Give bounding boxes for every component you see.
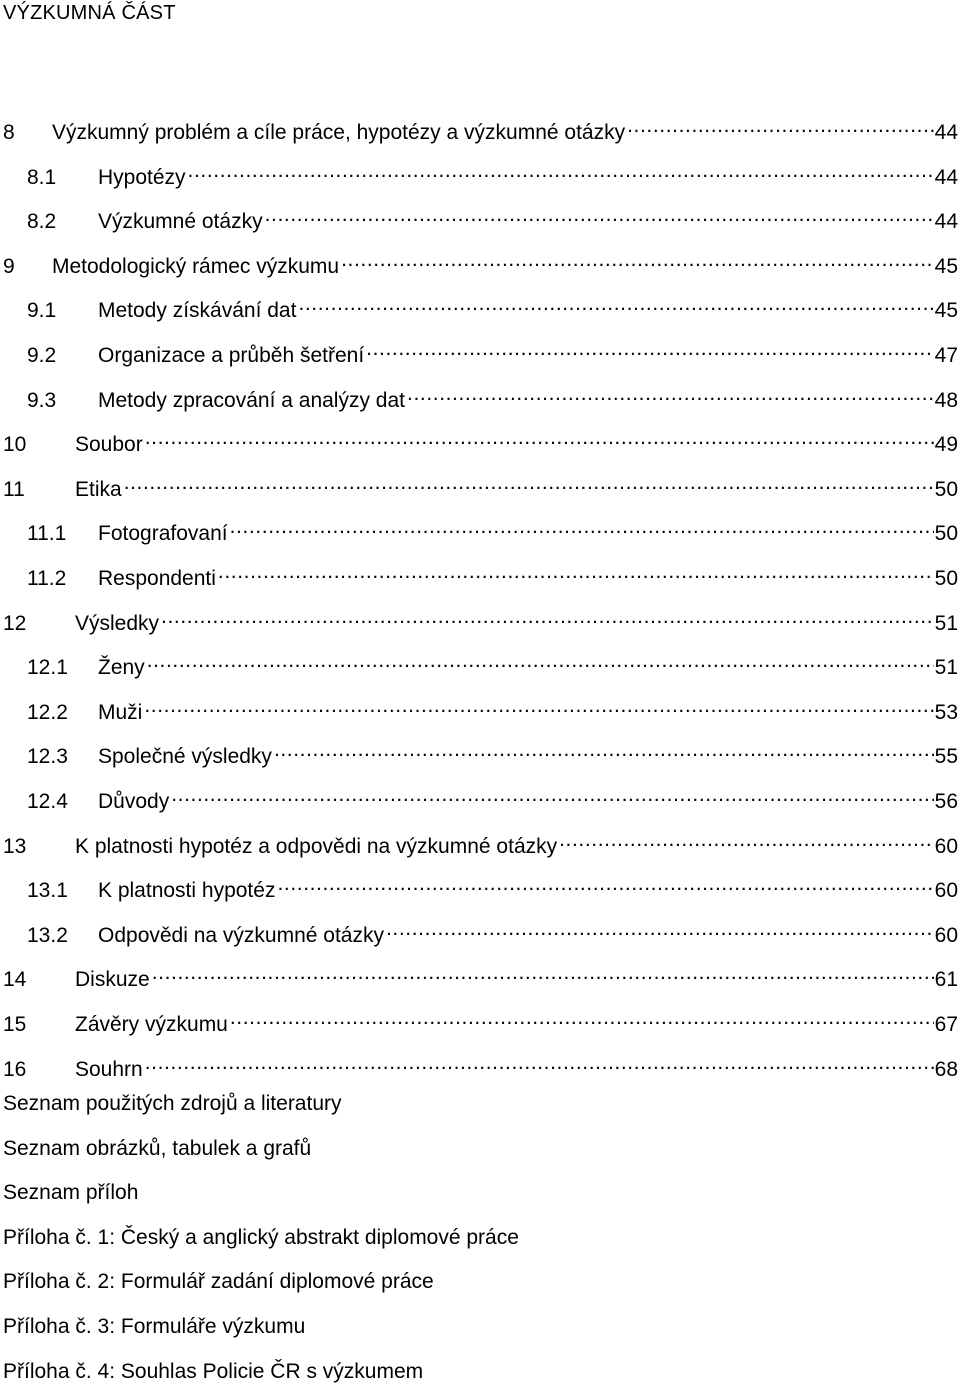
toc-entry-page: 50 <box>934 478 958 501</box>
toc-entry-title: K platnosti hypotéz <box>98 879 276 902</box>
appendix-entry[interactable]: Seznam příloh <box>3 1181 139 1204</box>
toc-entry-number: 11 <box>3 478 25 501</box>
toc-entry-page: 44 <box>934 166 958 189</box>
toc-entry-title: Hypotézy <box>98 166 186 189</box>
section-heading: VÝZKUMNÁ ČÁST <box>3 2 176 24</box>
toc-entry-page: 60 <box>934 924 958 947</box>
toc-leader-dots <box>407 381 934 407</box>
toc-entry[interactable] <box>3 827 958 858</box>
toc-entry-title: Výzkumné otázky <box>98 210 263 233</box>
toc-entry-title: Metody získávání dat <box>98 299 297 322</box>
toc-leader-dots <box>386 916 934 942</box>
toc-entry-title: Společné výsledky <box>98 745 272 768</box>
toc-entry-page: 50 <box>934 567 958 590</box>
toc-leader-dots <box>341 247 934 273</box>
toc-entry-title: Muži <box>98 701 143 724</box>
toc-leader-dots <box>145 1050 934 1076</box>
toc-entry-page: 60 <box>934 835 958 858</box>
toc-entry-title: Metody zpracování a analýzy dat <box>98 389 406 412</box>
appendix-entry[interactable]: Příloha č. 1: Český a anglický abstrakt diplomové práce <box>3 1226 519 1249</box>
toc-entry-title: Souhrn <box>75 1058 143 1081</box>
appendix-entry[interactable]: Seznam použitých zdrojů a literatury <box>3 1092 342 1115</box>
toc-entry[interactable] <box>3 916 958 947</box>
appendix-entry[interactable]: Seznam obrázků, tabulek a grafů <box>3 1137 312 1160</box>
toc-entry[interactable] <box>3 381 958 412</box>
toc-entry[interactable] <box>3 247 958 278</box>
toc-leader-dots <box>559 827 934 853</box>
toc-entry[interactable] <box>3 648 958 679</box>
toc-leader-dots <box>265 202 934 228</box>
toc-leader-dots <box>144 693 933 719</box>
toc-entry-title: Závěry výzkumu <box>75 1013 228 1036</box>
toc-entry-title: Organizace a průběh šetření <box>98 344 365 367</box>
toc-entry-page: 49 <box>934 433 958 456</box>
toc-entry-title: Výzkumný problém a cíle práce, hypotézy a výzkumné otázky <box>52 121 626 144</box>
toc-entry[interactable] <box>3 782 958 813</box>
toc-entry[interactable] <box>3 693 958 724</box>
toc-entry-page: 56 <box>934 790 958 813</box>
toc-entry-page: 44 <box>934 121 958 144</box>
toc-entry[interactable] <box>3 514 958 545</box>
toc-entry[interactable] <box>3 113 958 144</box>
toc-entry-page: 53 <box>934 701 958 724</box>
toc-entry-title: Ženy <box>98 656 145 679</box>
toc-entry-title: Důvody <box>98 790 170 813</box>
toc-entry-number: 11.2 <box>27 567 67 590</box>
toc-entry-page: 50 <box>934 522 958 545</box>
toc-leader-dots <box>277 871 933 897</box>
toc-entry[interactable] <box>3 960 958 991</box>
toc-entry-title: Diskuze <box>75 968 150 991</box>
toc-entry[interactable] <box>3 559 958 590</box>
toc-leader-dots <box>188 158 934 184</box>
toc-entry-page: 45 <box>934 255 958 278</box>
appendix-entry[interactable]: Příloha č. 4: Souhlas Policie ČR s výzkumem <box>3 1360 424 1383</box>
toc-entry[interactable] <box>3 425 958 456</box>
toc-entry[interactable] <box>3 291 958 322</box>
toc-entry-number: 8.2 <box>27 210 57 233</box>
toc-entry-page: 67 <box>934 1013 958 1036</box>
toc-entry-number: 12.1 <box>27 656 68 679</box>
toc-entry-title: Výsledky <box>75 612 160 635</box>
toc-leader-dots <box>298 291 933 317</box>
toc-entry-number: 12 <box>3 612 27 635</box>
toc-entry-number: 12.4 <box>27 790 68 813</box>
toc-entry-page: 48 <box>934 389 958 412</box>
toc-entry-title: Metodologický rámec výzkumu <box>52 255 340 278</box>
toc-entry-number: 9.1 <box>27 299 57 322</box>
toc-entry-page: 45 <box>934 299 958 322</box>
toc-entry[interactable] <box>3 737 958 768</box>
toc-leader-dots <box>171 782 933 808</box>
toc-entry[interactable] <box>3 871 958 902</box>
toc-entry-number: 16 <box>3 1058 27 1081</box>
toc-entry-number: 13.1 <box>27 879 68 902</box>
toc-entry-page: 44 <box>934 210 958 233</box>
toc-entry[interactable] <box>3 470 958 501</box>
toc-entry-title: Odpovědi na výzkumné otázky <box>98 924 384 947</box>
toc-entry[interactable] <box>3 336 958 367</box>
toc-entry-page: 47 <box>934 344 958 367</box>
appendix-entry[interactable]: Příloha č. 3: Formuláře výzkumu <box>3 1315 306 1338</box>
toc-leader-dots <box>152 960 934 986</box>
toc-entry-page: 51 <box>934 656 958 679</box>
appendix-entry[interactable]: Příloha č. 2: Formulář zadání diplomové práce <box>3 1270 434 1293</box>
toc-entry-page: 60 <box>934 879 958 902</box>
toc-entry-title: Respondenti <box>98 567 216 590</box>
toc-leader-dots <box>161 604 934 630</box>
toc-entry[interactable] <box>3 1050 958 1081</box>
toc-entry-number: 9.3 <box>27 389 57 412</box>
toc-entry-title: Fotografovaní <box>98 522 228 545</box>
toc-entry-number: 13 <box>3 835 27 858</box>
toc-entry-number: 10 <box>3 433 27 456</box>
toc-entry-number: 12.2 <box>27 701 68 724</box>
toc-entry-number: 8 <box>3 121 15 144</box>
toc-entry-number: 12.3 <box>27 745 68 768</box>
toc-entry-number: 8.1 <box>27 166 57 189</box>
toc-entry-page: 68 <box>934 1058 958 1081</box>
toc-entry-number: 15 <box>3 1013 27 1036</box>
toc-leader-dots <box>627 113 934 139</box>
toc-leader-dots <box>230 1005 934 1031</box>
toc-entry-number: 13.2 <box>27 924 68 947</box>
toc-leader-dots <box>218 559 934 585</box>
toc-leader-dots <box>145 425 934 451</box>
toc-leader-dots <box>274 737 934 763</box>
toc-entry-title: K platnosti hypotéz a odpovědi na výzkumné otázky <box>75 835 558 858</box>
toc-entry-page: 61 <box>934 968 958 991</box>
toc-entry[interactable] <box>3 604 958 635</box>
toc-entry-page: 51 <box>934 612 958 635</box>
toc-leader-dots <box>147 648 934 674</box>
toc-leader-dots <box>124 470 934 496</box>
toc-entry[interactable] <box>3 1005 958 1036</box>
toc-leader-dots <box>230 514 934 540</box>
toc-leader-dots <box>366 336 933 362</box>
toc-entry-number: 9.2 <box>27 344 57 367</box>
toc-entry[interactable] <box>3 202 958 233</box>
toc-entry-title: Soubor <box>75 433 143 456</box>
toc-entry[interactable] <box>3 158 958 189</box>
toc-entry-number: 14 <box>3 968 27 991</box>
toc-entry-number: 11.1 <box>27 522 67 545</box>
toc-entry-page: 55 <box>934 745 958 768</box>
toc-entry-title: Etika <box>75 478 122 501</box>
toc-entry-number: 9 <box>3 255 15 278</box>
